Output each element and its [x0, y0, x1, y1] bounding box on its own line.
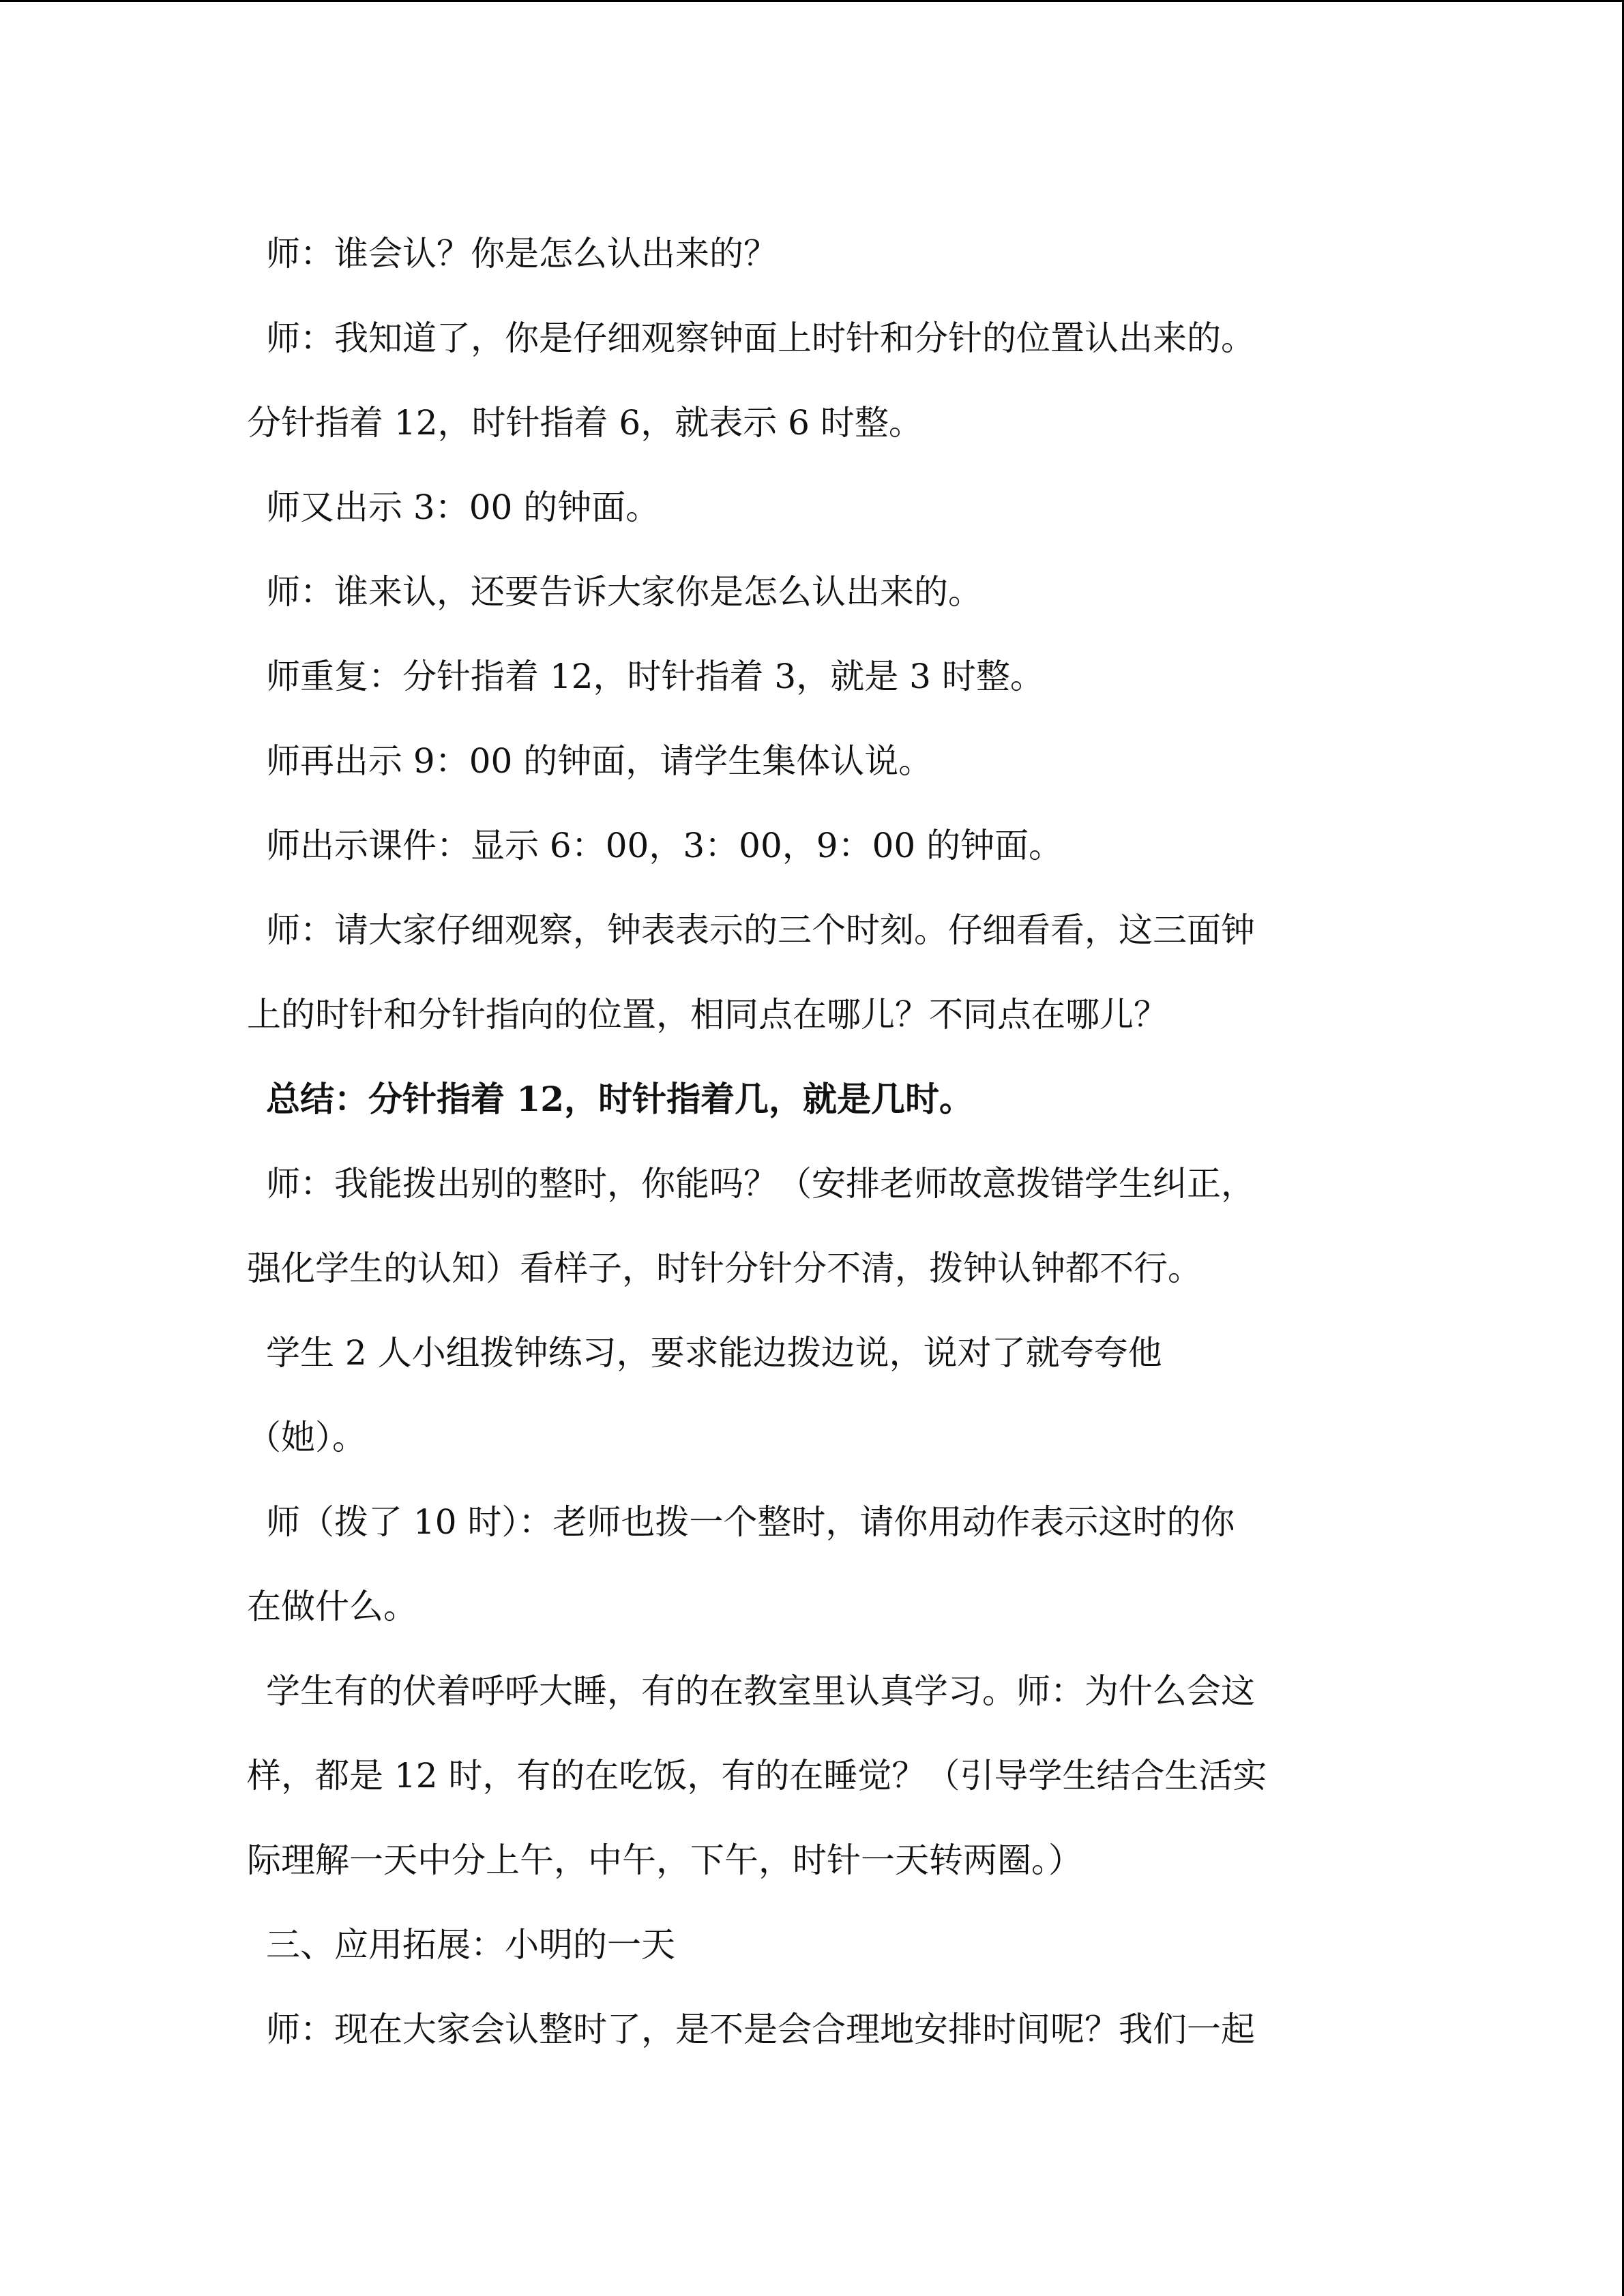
paragraph	[247, 719, 1379, 803]
page-border-top	[0, 0, 1624, 2]
text-line: 师：请大家仔细观察，钟表表示的三个时刻。仔细看看，这三面钟	[266, 910, 1255, 950]
text-line: 师：我能拨出别的整时，你能吗？（安排老师故意拨错学生纠正，	[266, 1164, 1255, 1204]
paragraph	[247, 211, 1379, 296]
text-line: 样，都是 12 时，有的在吃饭，有的在睡觉？（引导学生结合生活实	[247, 1756, 1267, 1795]
text-line: 师：谁会认？你是怎么认出来的？	[266, 234, 778, 273]
text-line: 上的时针和分针指向的位置，相同点在哪儿？不同点在哪儿？	[247, 995, 1168, 1034]
text-line: 师再出示 9：00 的钟面，请学生集体认说。	[266, 741, 933, 781]
paragraph	[247, 1142, 1379, 1311]
summary-paragraph	[247, 1057, 1379, 1142]
text-line: 师又出示 3：00 的钟面。	[266, 488, 660, 527]
text-line: 师重复：分针指着 12，时针指着 3，就是 3 时整。	[266, 657, 1044, 696]
text-line: 学生 2 人小组拨钟练习，要求能边拨边说，说对了就夸夸他	[266, 1333, 1162, 1373]
text-line: 学生有的伏着呼呼大睡，有的在教室里认真学习。师：为什么会这	[266, 1671, 1255, 1711]
text-line: 师：我知道了，你是仔细观察钟面上时针和分针的位置认出来的。	[266, 318, 1255, 358]
text-line: 师：谁来认，还要告诉大家你是怎么认出来的。	[266, 572, 982, 612]
paragraph	[247, 1649, 1379, 1903]
paragraph	[247, 1987, 1379, 2072]
paragraph	[247, 296, 1379, 465]
text-line: 三、应用拓展：小明的一天	[266, 1925, 675, 1965]
paragraph	[247, 634, 1379, 719]
paragraph	[247, 550, 1379, 634]
paragraph	[247, 465, 1379, 550]
paragraph	[247, 888, 1379, 1057]
text-line: 师（拨了 10 时）：老师也拨一个整时，请你用动作表示这时的你	[266, 1502, 1235, 1542]
paragraph	[247, 803, 1379, 888]
text-line: 总结：分针指着 12，时针指着几，就是几时。	[266, 1079, 973, 1119]
paragraph	[247, 1480, 1379, 1649]
document-body	[247, 211, 1379, 2072]
text-line: 师：现在大家会认整时了，是不是会合理地安排时间呢？我们一起	[266, 2010, 1255, 2049]
text-line: 强化学生的认知）看样子，时针分针分不清，拨钟认钟都不行。	[247, 1249, 1202, 1288]
paragraph	[247, 1311, 1379, 1480]
text-line: 在做什么。	[247, 1587, 417, 1626]
paragraph	[247, 1903, 1379, 1987]
text-line: 师出示课件：显示 6：00，3：00，9：00 的钟面。	[266, 826, 1063, 865]
text-line: 分针指着 12，时针指着 6，就表示 6 时整。	[247, 403, 923, 443]
text-line: （她）。	[247, 1418, 366, 1457]
text-line: 际理解一天中分上午，中午，下午，时针一天转两圈。）	[247, 1840, 1082, 1880]
